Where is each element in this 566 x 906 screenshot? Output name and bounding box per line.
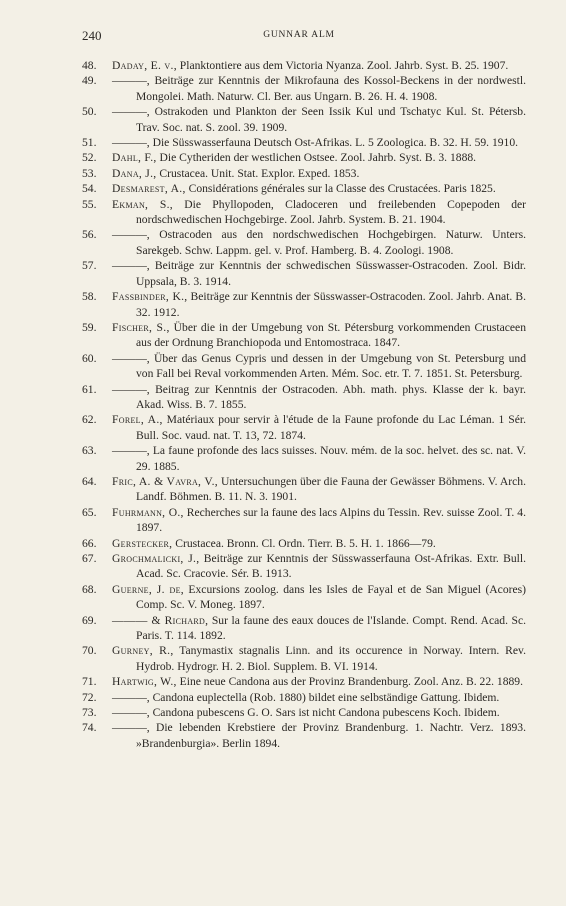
- reference-entry: [82, 104, 526, 135]
- reference-body: ———, Beitrag zur Kenntnis der Ostracoden. Abh. math. phys. Klasse der k. bayr. Akad. Wiss. B. 7. 1855.: [112, 382, 526, 411]
- page-number: 240: [82, 28, 102, 43]
- reference-entry: [82, 474, 526, 505]
- reference-body: Recherches sur la faune des lacs Alpins du Tessin. Rev. suisse Zool. T. 4. 1897.: [136, 505, 526, 535]
- reference-entry: [82, 505, 526, 536]
- reference-number: 63.: [82, 444, 97, 458]
- reference-body: Matériaux pour servir à l'étude de la Faune profonde du Lac Léman. 1 Sér. Bull. Soc. vaud. nat. T. 13, 72. 1874.: [136, 413, 526, 442]
- reference-entry: [82, 613, 526, 644]
- reference-entry: [82, 150, 526, 165]
- reference-body: ———, Candona pubescens G. O. Sars ist nicht Candona pubescens Koch. Ibidem.: [112, 706, 500, 720]
- reference-text: [112, 443, 526, 474]
- reference-number: 60.: [82, 351, 97, 365]
- reference-text: [112, 474, 526, 505]
- reference-entry: [82, 227, 526, 258]
- reference-text: [112, 505, 526, 536]
- reference-body: Crustacea. Unit. Stat. Explor. Exped. 1853.: [156, 166, 360, 180]
- reference-text: [112, 227, 526, 258]
- reference-body: Die Cytheriden der westlichen Ostsee. Zool. Jahrb. Syst. B. 3. 1888.: [156, 151, 477, 165]
- reference-text: [112, 720, 526, 751]
- reference-entry: [82, 674, 526, 689]
- reference-entry: [82, 690, 526, 705]
- reference-author: Desmarest, A.,: [112, 182, 186, 196]
- reference-number: 53.: [82, 166, 97, 180]
- reference-body: ———, Ostracoden aus den nordschwedischen Hochgebirgen. Naturw. Unters. Sarekgeb. Schw. Lappm. gel. v. Prof. Hamberg. B. 4. Zoologi. 1908.: [112, 228, 526, 257]
- reference-number: 72.: [82, 690, 97, 704]
- reference-text: [112, 643, 526, 674]
- reference-entry: [82, 135, 526, 150]
- reference-number: 71.: [82, 675, 97, 689]
- reference-body: ———, Die Süsswasserfauna Deutsch Ost-Afrikas. L. 5 Zoologica. B. 32. H. 59. 1910.: [112, 136, 519, 150]
- reference-author: Gerstecker,: [112, 536, 173, 550]
- reference-text: [112, 197, 526, 228]
- reference-text: [112, 582, 526, 613]
- reference-number: 48.: [82, 59, 97, 72]
- reference-entry: [82, 289, 526, 320]
- reference-number: 58.: [82, 290, 97, 304]
- reference-body: Beiträge zur Kenntnis der Süsswasser-Ostracoden. Zool. Jahrb. Anat. B. 32. 1912.: [136, 290, 526, 319]
- reference-author: Guerne, J. de,: [112, 582, 184, 596]
- reference-number: 64.: [82, 474, 97, 488]
- reference-text: [112, 289, 526, 320]
- reference-number: 50.: [82, 105, 97, 119]
- page-header: [82, 28, 516, 44]
- reference-author: Hartwig, W.,: [112, 675, 177, 689]
- reference-text: [112, 536, 526, 551]
- reference-entry: [82, 181, 526, 196]
- reference-entry: [82, 582, 526, 613]
- reference-body: ———, Ostrakoden und Plankton der Seen Issik Kul und Tschatyc Kul. St. Pétersb. Trav. Soc. nat. S. zool. 39. 1909.: [112, 105, 526, 134]
- reference-entry: [82, 536, 526, 551]
- reference-number: 57.: [82, 259, 97, 273]
- reference-text: [112, 166, 526, 181]
- reference-entry: [82, 720, 526, 751]
- reference-body: Beiträge zur Kenntnis der Süsswasserfauna Ost-Afrikas. Extr. Bull. Acad. Sc. Cracovie. Sér. B. 1913.: [136, 552, 527, 581]
- reference-number: 56.: [82, 228, 97, 242]
- reference-body: Excursions zoolog. dans les Isles de Fayal et de San Miguel (Acores) Comp. Sc. V. Moneg. 1897.: [136, 582, 526, 612]
- reference-author: ——— & Richard,: [112, 613, 209, 627]
- reference-number: 68.: [82, 582, 97, 596]
- reference-number: 66.: [82, 536, 97, 550]
- reference-text: [112, 135, 526, 150]
- running-head: GUNNAR ALM: [263, 30, 335, 40]
- reference-text: [112, 320, 526, 351]
- reference-body: ———, Beiträge zur Kenntnis der Mikrofauna des Kossol-Beckens in der nordwestl. Mongolei. Math. Naturw. Cl. Ber. aus Ungarn. B. 26. H. 4. 1908.: [112, 74, 526, 103]
- reference-author: Dahl, F.,: [112, 151, 157, 165]
- reference-body: Eine neue Candona aus der Provinz Brandenburg. Zool. Anz. B. 22. 1889.: [176, 675, 523, 689]
- reference-author: Fuhrmann, O.,: [112, 505, 184, 519]
- reference-entry: [82, 705, 526, 720]
- reference-author: Fassbinder, K.,: [112, 290, 188, 304]
- reference-number: 67.: [82, 552, 97, 565]
- reference-body: ———, Beiträge zur Kenntnis der schwedischen Süsswasser-Ostracoden. Zool. Bidr. Uppsala, B. 3. 1914.: [112, 259, 526, 288]
- reference-text: [112, 181, 526, 196]
- reference-entry: [82, 412, 526, 443]
- reference-entry: [82, 551, 526, 582]
- reference-number: 65.: [82, 505, 97, 519]
- reference-entry: [82, 382, 526, 413]
- reference-text: [112, 150, 526, 165]
- reference-text: [112, 690, 526, 705]
- reference-text: [112, 551, 526, 582]
- reference-body: ———, La faune profonde des lacs suisses. Nouv. mém. de la soc. helvet. des sc. nat. V. 29. 1885.: [112, 444, 526, 473]
- reference-entry: [82, 320, 526, 351]
- reference-body: ———, Candona euplectella (Rob. 1880) bildet eine selbständige Gattung. Ibidem.: [112, 690, 500, 704]
- reference-entry: [82, 258, 526, 289]
- reference-body: ———, Die lebenden Krebstiere der Provinz Brandenburg. 1. Nachtr. Verz. 1893. »Brandenburgia». Berlin 1894.: [112, 721, 526, 750]
- reference-author: Forel, A.,: [112, 413, 163, 427]
- reference-text: [112, 705, 526, 720]
- reference-number: 49.: [82, 74, 97, 88]
- reference-body: Crustacea. Bronn. Cl. Ordn. Tierr. B. 5. H. 1. 1866—79.: [172, 536, 436, 550]
- reference-body: Planktontiere aus dem Victoria Nyanza. Zool. Jahrb. Syst. B. 25. 1907.: [176, 59, 509, 72]
- reference-author: Fischer, S.,: [112, 320, 170, 334]
- reference-number: 61.: [82, 382, 97, 396]
- reference-text: [112, 382, 526, 413]
- reference-number: 59.: [82, 320, 97, 334]
- reference-text: [112, 73, 526, 104]
- reference-entry: [82, 351, 526, 382]
- reference-entry: [82, 58, 526, 73]
- reference-number: 70.: [82, 644, 97, 658]
- reference-text: [112, 351, 526, 382]
- reference-text: [112, 258, 526, 289]
- reference-number: 54.: [82, 182, 97, 196]
- reference-text: [112, 104, 526, 135]
- reference-number: 51.: [82, 136, 97, 150]
- reference-body: Considérations générales sur la Classe des Crustacées. Paris 1825.: [185, 182, 496, 196]
- reference-author: Dana, J.,: [112, 166, 157, 180]
- reference-text: [112, 412, 526, 443]
- reference-author: Grochmalicki, J.,: [112, 552, 200, 565]
- reference-text: [112, 674, 526, 689]
- reference-body: Tanymastix stagnalis Linn. and its occurence in Norway. Intern. Rev. Hydrob. Hydrogr. H. 2. Biol. Supplem. B. VI. 1914.: [136, 644, 527, 673]
- reference-body: Die Phyllopoden, Cladoceren und freilebenden Copepoden der nordschwedischen Hochgebirge. Zool. Jahrb. System. B. 21. 1904.: [136, 197, 526, 227]
- reference-body: Untersuchungen über die Fauna der Gewässer Böhmens. V. Arch. Landf. Böhmen. B. 11. N. 3. 1901.: [136, 474, 526, 504]
- reference-list: [82, 58, 526, 751]
- reference-author: Daday, E. v.,: [112, 59, 177, 72]
- reference-body: Über die in der Umgebung von St. Pétersburg vorkommenden Crustaceen aus der Ordnung Branchiopoda und Entomostraca. 1847.: [136, 320, 526, 350]
- reference-entry: [82, 73, 526, 104]
- reference-entry: [82, 443, 526, 474]
- reference-text: [112, 613, 526, 644]
- reference-number: 52.: [82, 151, 97, 165]
- reference-entry: [82, 197, 526, 228]
- reference-number: 55.: [82, 197, 97, 211]
- reference-number: 69.: [82, 613, 97, 627]
- reference-body: Sur la faune des eaux douces de l'Islande. Compt. Rend. Acad. Sc. Paris. T. 114. 1892.: [136, 613, 526, 643]
- reference-text: [112, 58, 526, 73]
- reference-body: ———, Über das Genus Cypris und dessen in der Umgebung von St. Petersburg und von Fall bei Reval vorkommenden Arten. Mém. Soc. etr. T. 7. 1851. St. Petersburg.: [112, 351, 526, 381]
- reference-author: Gurney, R.,: [112, 644, 174, 658]
- reference-entry: [82, 166, 526, 181]
- reference-author: Ekman, S.,: [112, 197, 173, 211]
- reference-entry: [82, 643, 526, 674]
- reference-number: 62.: [82, 413, 97, 427]
- reference-number: 74.: [82, 721, 97, 735]
- reference-number: 73.: [82, 706, 97, 720]
- reference-author: Fric, A. & Vavra, V.,: [112, 474, 218, 488]
